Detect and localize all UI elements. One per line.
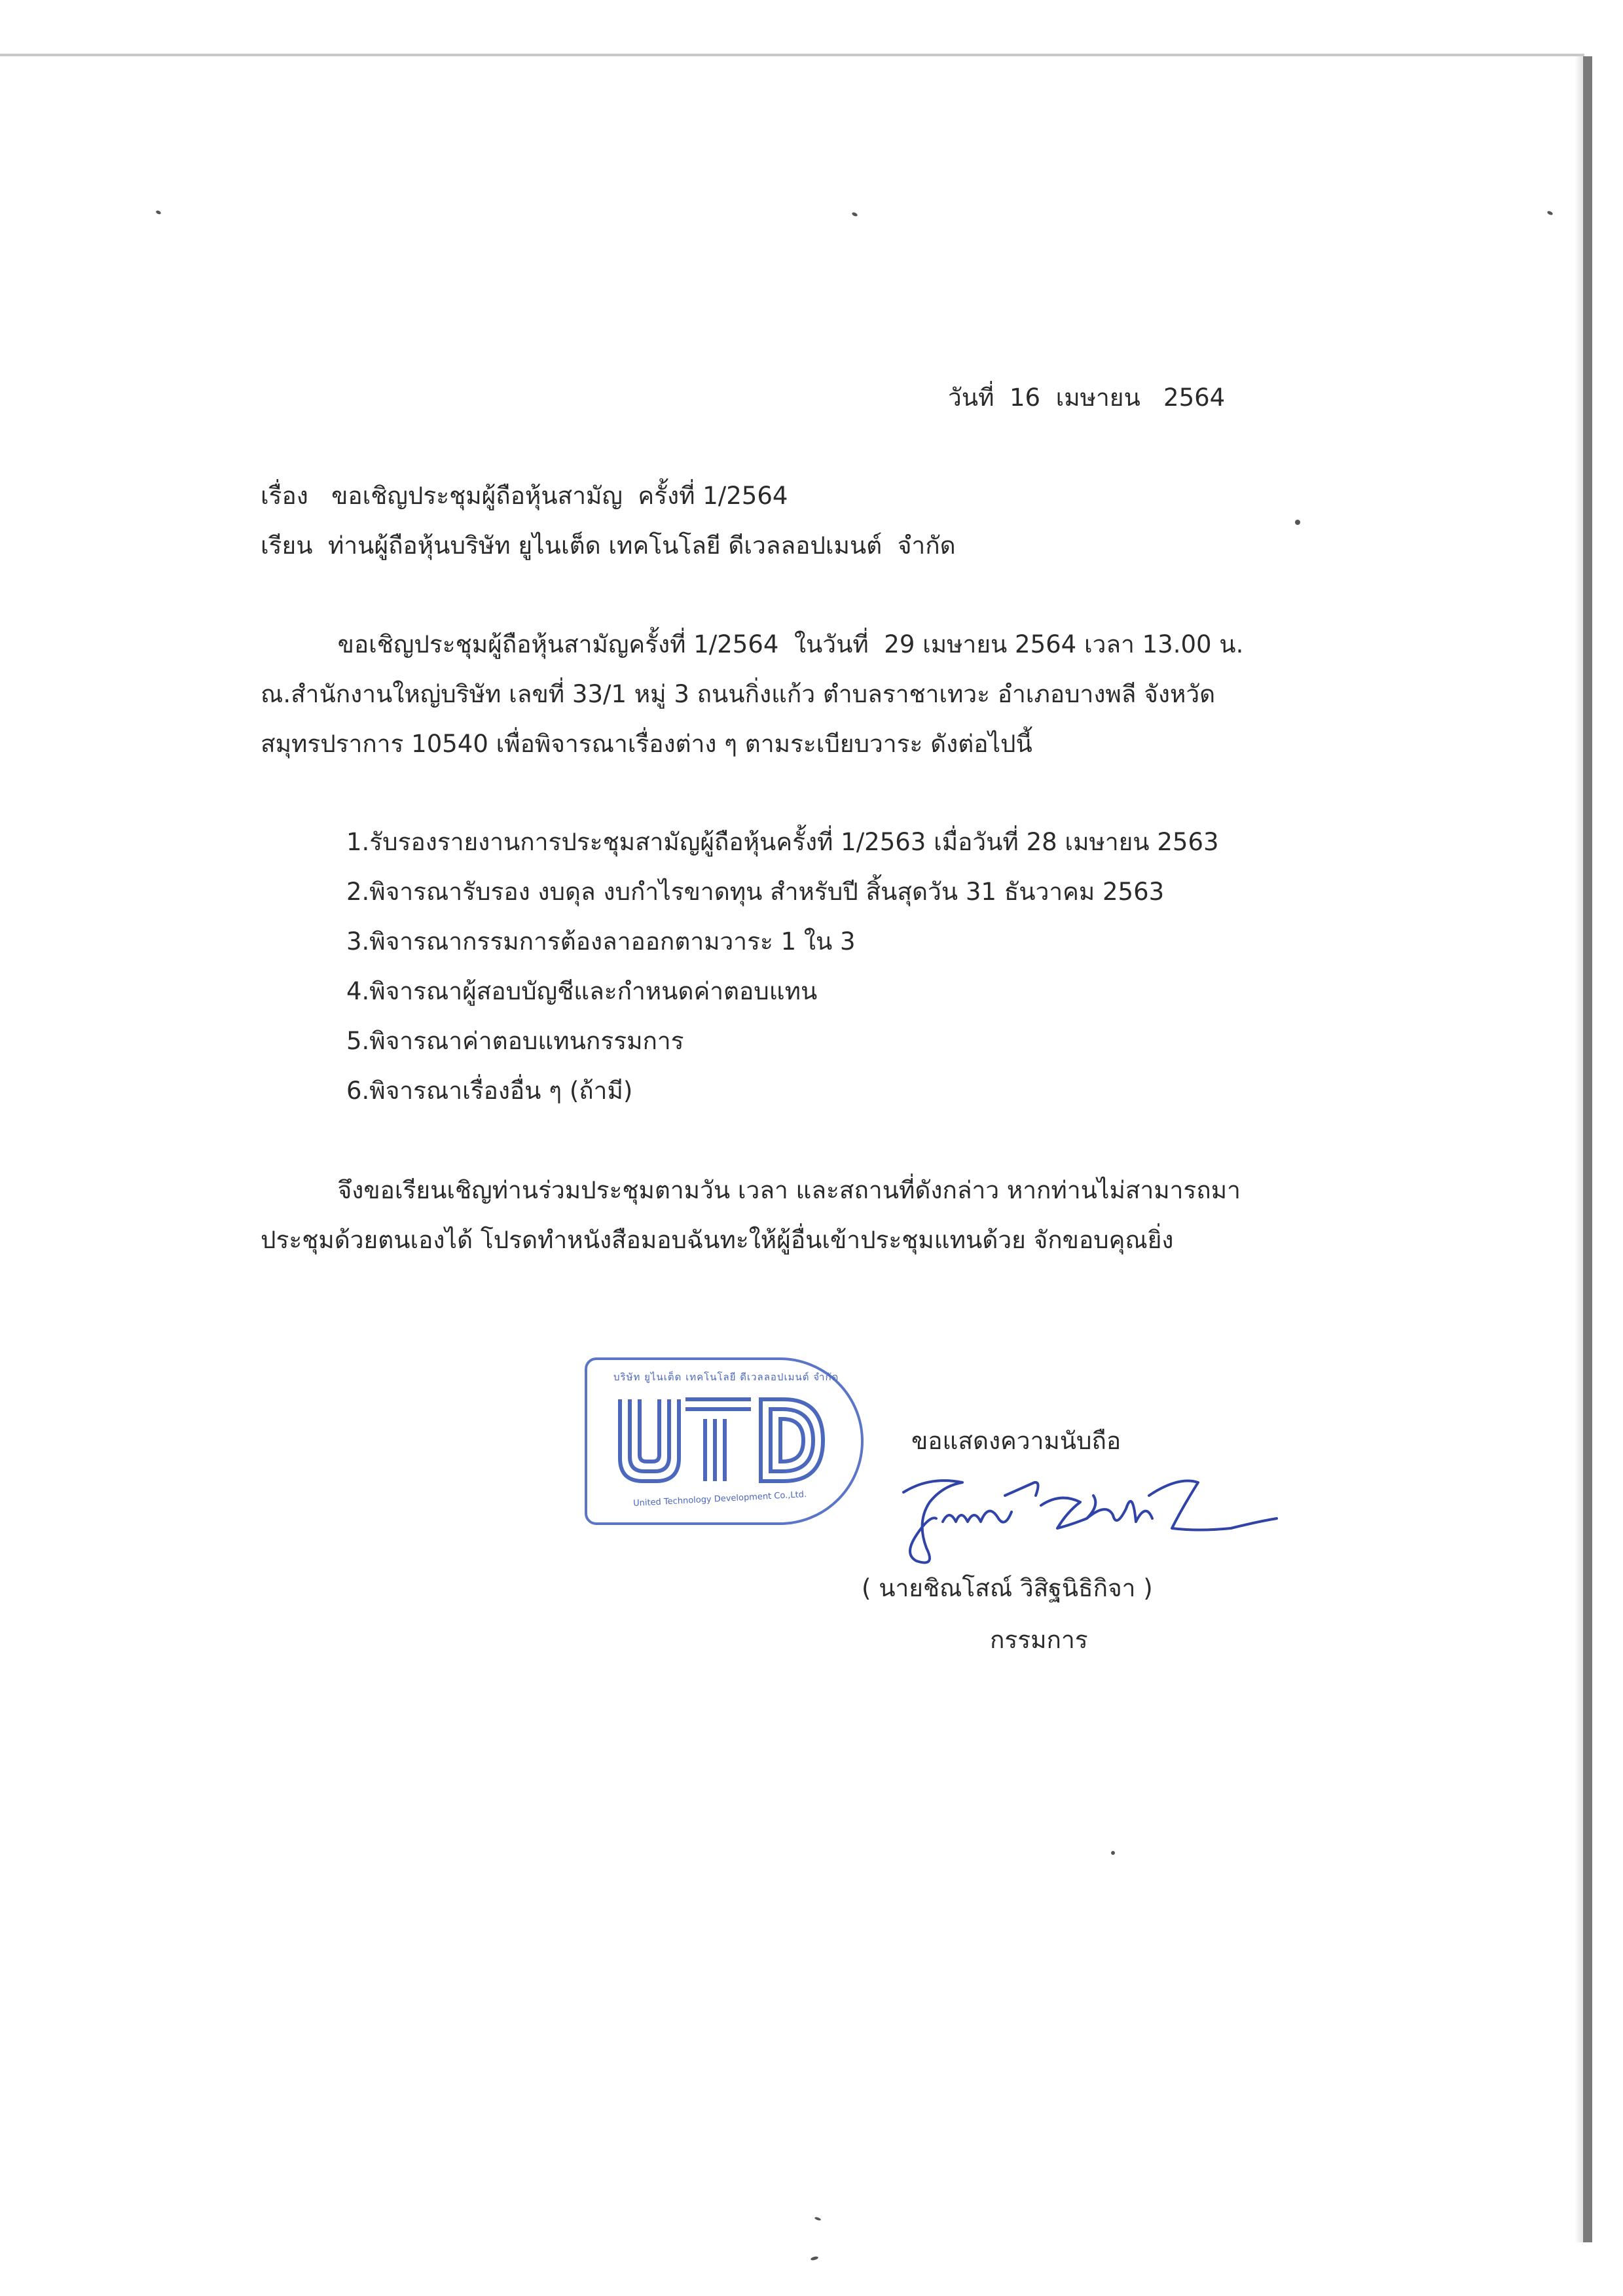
closing-paragraph-line: ประชุมด้วยตนเองได้ โปรดทำหนังสือมอบฉันทะให้ผู้อื่นเข้าประชุมแทนด้วย จักขอบคุณยิ่ง <box>261 1226 1174 1254</box>
handwritten-signature <box>890 1456 1296 1574</box>
stamp-company-name-thai: บริษัท ยูไนเต็ด เทคโนโลยี ดีเวลลอปเมนต์ จำกัด <box>613 1371 839 1383</box>
scan-speck <box>851 211 858 217</box>
scan-speck <box>1295 520 1300 525</box>
stamp-company-name-english: United Technology Development Co.,Ltd. <box>632 1490 807 1509</box>
scan-speck <box>1111 1851 1115 1855</box>
agenda-item: 3.พิจารณากรรมการต้องลาออกตามวาระ 1 ใน 3 <box>346 927 856 956</box>
agenda-item: 1.รับรองรายงานการประชุมสามัญผู้ถือหุ้นครั้งที่ 1/2563 เมื่อวันที่ 28 เมษายน 2563 <box>346 828 1219 856</box>
closing-paragraph-line: จึงขอเรียนเชิญท่านร่วมประชุมตามวัน เวลา และสถานที่ดังกล่าว หากท่านไม่สามารถมา <box>261 1176 1241 1204</box>
scan-speck <box>814 2216 822 2221</box>
letter-recipient: เรียน ท่านผู้ถือหุ้นบริษัท ยูไนเต็ด เทคโนโลยี ดีเวลลอปเมนต์ จำกัด <box>261 531 956 560</box>
scan-top-edge <box>0 54 1584 56</box>
company-stamp <box>585 1357 864 1525</box>
body-paragraph-line: สมุทรปราการ 10540 เพื่อพิจารณาเรื่องต่าง ๆ ตามระเบียบวาระ ดังต่อไปนี้ <box>261 730 1032 758</box>
agenda-item: 6.พิจารณาเรื่องอื่น ๆ (ถ้ามี) <box>346 1077 633 1105</box>
agenda-item: 4.พิจารณาผู้สอบบัญชีและกำหนดค่าตอบแทน <box>346 977 818 1005</box>
body-paragraph-line: ขอเชิญประชุมผู้ถือหุ้นสามัญครั้งที่ 1/2564 ในวันที่ 29 เมษายน 2564 เวลา 13.00 น. <box>261 630 1244 658</box>
scan-right-shadow <box>1575 56 1583 2242</box>
scan-speck <box>155 210 161 215</box>
signer-position: กรรมการ <box>990 1626 1088 1654</box>
closing-salutation: ขอแสดงความนับถือ <box>911 1427 1122 1455</box>
letter-subject: เรื่อง ขอเชิญประชุมผู้ถือหุ้นสามัญ ครั้งที่ 1/2564 <box>261 482 788 510</box>
scan-speck <box>1546 210 1553 215</box>
signer-name: ( นายชิณโสณ์ วิสิฐนิธิกิจา ) <box>862 1574 1153 1602</box>
agenda-item: 2.พิจารณารับรอง งบดุล งบกำไรขาดทุน สำหรับปี สิ้นสุดวัน 31 ธันวาคม 2563 <box>346 878 1165 906</box>
body-paragraph-line: ณ.สำนักงานใหญ่บริษัท เลขที่ 33/1 หมู่ 3 ถนนกิ่งแก้ว ตำบลราชาเทวะ อำเภอบางพลี จังหวัด <box>261 680 1216 708</box>
letter-date: วันที่ 16 เมษายน 2564 <box>948 384 1226 412</box>
scan-right-edge <box>1583 56 1592 2242</box>
agenda-item: 5.พิจารณาค่าตอบแทนกรรมการ <box>346 1027 684 1055</box>
scan-speck <box>811 2256 819 2261</box>
utd-logo <box>607 1386 836 1491</box>
